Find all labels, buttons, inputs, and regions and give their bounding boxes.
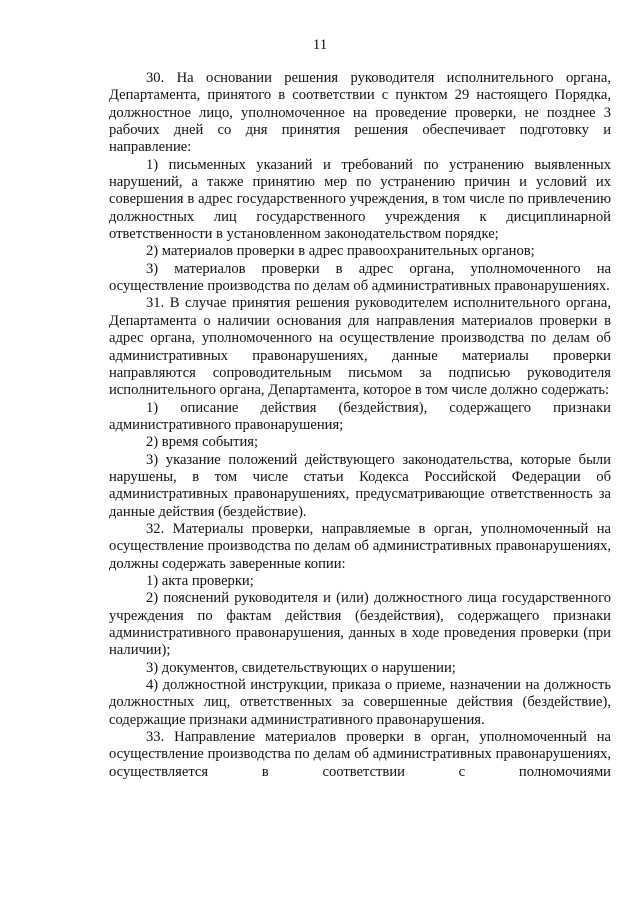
paragraph-30-item-1: 1) письменных указаний и требований по устранению выявленных нарушений, а также принятию мер по устранению причин и условий их совершения в адрес государственного учреждения, в том числе по привлечению должностных лиц государственного учреждения к дисциплинарной ответственности в установленном законодательством порядке; [109, 156, 611, 243]
document-body [109, 70, 611, 781]
paragraph-31-item-3: 3) указание положений действующего законодательства, которые были нарушены, в том числе статьи Кодекса Российской Федерации об административных правонарушениях, предусматривающие ответственность за данные действия (бездействие). [109, 451, 611, 520]
page-number: 11 [312, 37, 328, 53]
paragraph-32-item-1: 1) акта проверки; [146, 572, 254, 589]
paragraph-31-item-2: 2) время события; [146, 434, 259, 451]
paragraph-31: 31. В случае принятия решения руководителем исполнительного органа, Департамента о наличии основания для направления материалов проверки в адрес органа, уполномоченного на осуществление производства по делам об административных правонарушениях, данные материалы проверки направляются сопроводительным письмом за подписью руководителя исполнительного органа, Департамента, которое в том числе должно содержать: [109, 295, 611, 399]
paragraph-31-item-1: 1) описание действия (бездействия), содержащего признаки административного правонарушения; [109, 399, 611, 433]
paragraph-30: 30. На основании решения руководителя исполнительного органа, Департамента, принятого в соответствии с пунктом 29 настоящего Порядка, должностное лицо, уполномоченное на проведение проверки, не позднее 3 рабочих дней со дня принятия решения обеспечивает подготовку и направление: [109, 70, 611, 156]
paragraph-32-item-4: 4) должностной инструкции, приказа о приеме, назначении на должность должностных лиц, ответственных за совершенные действия (бездействие), содержащие признаки административного правонарушения. [109, 677, 611, 728]
paragraph-32: 32. Материалы проверки, направляемые в орган, уполномоченный на осуществление производства по делам об административных правонарушениях, должны содержать заверенные копии: [109, 520, 611, 572]
paragraph-30-item-2: 2) материалов проверки в адрес правоохранительных органов; [146, 243, 535, 260]
paragraph-32-item-2: 2) пояснений руководителя и (или) должностного лица государственного учреждения по фактам действия (бездействия), содержащего признаки административного правонарушения, данных в ходе проведения проверки (при наличии); [109, 590, 611, 659]
paragraph-32-item-3: 3) документов, свидетельствующих о нарушении; [146, 659, 456, 676]
paragraph-30-item-3: 3) материалов проверки в адрес органа, уполномоченного на осуществление производства по делам об административных правонарушениях. [109, 260, 611, 295]
paragraph-33: 33. Направление материалов проверки в орган, уполномоченный на осуществление производства по делам об административных правонарушениях, осуществляется в соответствии с полномочиями [109, 729, 611, 780]
